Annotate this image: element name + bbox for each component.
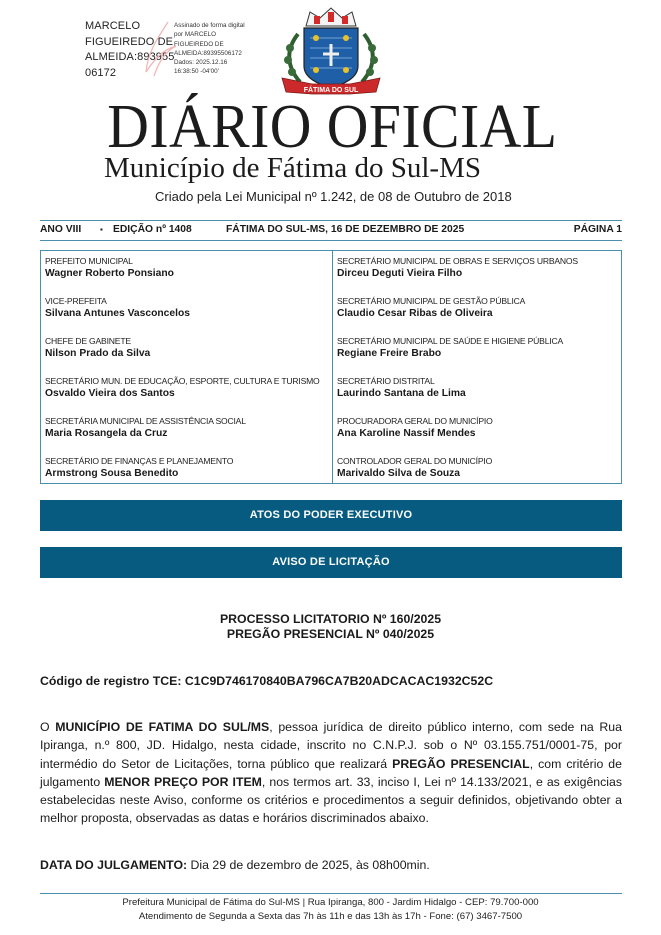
signature-name-line: FIGUEIREDO DE (85, 35, 174, 48)
official-role: SECRETÁRIO MUNICIPAL DE OBRAS E SERVIÇOS URBANOS (337, 256, 578, 266)
signature-meta-line: 16:38:50 -04'00' (174, 68, 219, 76)
official-entry (337, 376, 622, 400)
official-role: SECRETÁRIO DE FINANÇAS E PLANEJAMENTO (45, 456, 234, 466)
official-entry (45, 256, 330, 280)
section-header-notice: AVISO DE LICITAÇÃO (40, 547, 622, 578)
official-role: SECRETÁRIO MUN. DE EDUCAÇÃO, ESPORTE, CULTURA E TURISMO (45, 376, 320, 386)
signature-name-line: ALMEIDA:893955 (85, 51, 175, 63)
text-run: O (40, 720, 56, 734)
edition-year: ANO VIII (40, 224, 82, 235)
newspaper-title: DIÁRIO OFICIAL (107, 93, 558, 161)
signature-meta-line: Dados: 2025.12.16 (174, 59, 228, 67)
municipality-subtitle: Município de Fátima do Sul-MS (104, 152, 481, 184)
official-role: SECRETÁRIA MUNICIPAL DE ASSISTÊNCIA SOCIAL (45, 416, 246, 426)
signature-meta-line: FIGUEIREDO DE (174, 40, 224, 48)
official-role: PREFEITO MUNICIPAL (45, 256, 133, 266)
creation-law: Criado pela Lei Municipal nº 1.242, de 08 de Outubro de 2018 (155, 189, 512, 204)
official-entry (337, 336, 622, 360)
official-entry (337, 296, 622, 320)
text-run: , pessoa jurídica de direito público interno, com sede na Rua Ipiranga, n.º 800, JD. Hidalgo, nesta cidade, inscrito no C.N.P.J. sob o Nº 03.155.751/0001-75, por intermédio do Setor de Licitações, torna público que realizará (40, 720, 622, 771)
official-name: Dirceu Deguti Vieira Filho (337, 268, 463, 279)
text-run-bold: MENOR PREÇO POR ITEM (104, 774, 262, 789)
footer-hours: Atendimento de Segunda a Sexta das 7h às 11h e das 13h às 17h - Fone: (67) 3467-7500 (138, 911, 523, 922)
official-role: SECRETÁRIO MUNICIPAL DE GESTÃO PÚBLICA (337, 296, 526, 306)
edition-bar (40, 220, 622, 241)
judgment-label: DATA DO JULGAMENTO: (40, 858, 188, 872)
signature-meta-line: ALMEIDA:89395506172 (174, 49, 242, 57)
official-name: Silvana Antunes Vasconcelos (45, 308, 190, 319)
official-name: Maria Rosangela da Cruz (45, 428, 168, 439)
official-name: Regiane Freire Brabo (337, 348, 442, 359)
tce-registration (40, 674, 493, 688)
column-divider (332, 251, 333, 483)
official-role: CONTROLADOR GERAL DO MUNICÍPIO (337, 456, 493, 466)
signature-meta-line: Assinado de forma digital (174, 22, 245, 29)
notice-paragraph (40, 718, 622, 828)
signature-meta-line: por MARCELO (174, 31, 216, 39)
official-name: Armstrong Sousa Benedito (45, 468, 179, 479)
official-entry (45, 416, 330, 440)
tce-label: Código de registro TCE: (40, 674, 182, 688)
official-entry (45, 296, 330, 320)
official-role: VICE-PREFEITA (45, 296, 107, 306)
edition-number: EDIÇÃO nº 1408 (113, 224, 192, 235)
official-role: SECRETÁRIO DISTRITAL (337, 376, 435, 386)
official-role: SECRETÁRIO MUNICIPAL DE SAÚDE E HIGIENE PÚBLICA (337, 336, 564, 346)
signature-metadata (174, 21, 245, 77)
judgment-date (40, 858, 430, 872)
official-name: Ana Karoline Nassif Mendes (337, 428, 476, 439)
official-entry (337, 456, 622, 480)
official-entry (45, 336, 330, 360)
coat-of-arms-icon (268, 4, 394, 96)
section-header-executive: ATOS DO PODER EXECUTIVO (40, 500, 622, 531)
text-run: , com critério de julgamento (40, 756, 622, 789)
official-role: PROCURADORA GERAL DO MUNICÍPIO (337, 416, 493, 426)
tce-code: C1C9D746170840BA796CA7B20ADCACAC1932C52C (184, 674, 494, 688)
edition-place-date: FÁTIMA DO SUL-MS, 16 DE DEZEMBRO DE 2025 (226, 224, 465, 235)
official-entry (45, 456, 330, 480)
judgment-value: Dia 29 de dezembro de 2025, às 08h00min. (187, 858, 430, 872)
auction-number: PREGÃO PRESENCIAL Nº 040/2025 (226, 627, 435, 641)
text-run: , nos termos art. 33, inciso I, Lei nº 14.133/2021, e as exigências estabelecidas neste Aviso, conforme os critérios e procedimentos a seguir definidos, objetivando obter a melhor proposta, observadas as datas e horários discriminados abaixo. (40, 774, 622, 826)
official-name: Osvaldo Vieira dos Santos (45, 388, 175, 399)
official-entry (337, 256, 622, 280)
process-number: PROCESSO LICITATORIO Nº 160/2025 (219, 612, 442, 626)
page-number: PÁGINA 1 (573, 224, 622, 235)
official-name: Marivaldo Silva de Souza (337, 468, 461, 479)
svg-text:FÁTIMA DO SUL: FÁTIMA DO SUL (303, 87, 359, 94)
footer-divider (40, 893, 622, 894)
officials-box (40, 250, 622, 484)
official-entry (45, 376, 330, 400)
text-run-bold: MUNICÍPIO DE FATIMA DO SUL/MS (55, 720, 270, 734)
text-run-bold: PREGÃO PRESENCIAL (392, 756, 530, 771)
signature-name-line: MARCELO (85, 20, 141, 32)
official-name: Nilson Prado da Silva (45, 348, 151, 359)
official-entry (337, 416, 622, 440)
official-role: CHEFE DE GABINETE (45, 336, 131, 346)
official-name: Claudio Cesar Ribas de Oliveira (337, 308, 493, 319)
signature-name-line: 06172 (85, 66, 117, 79)
footer-address: Prefeitura Municipal de Fátima do Sul-MS | Rua Ipiranga, 800 - Jardim Hidalgo - CEP: 79.700-000 (122, 897, 539, 908)
bullet-icon: ▪ (100, 225, 103, 234)
official-name: Laurindo Santana de Lima (337, 388, 466, 399)
official-name: Wagner Roberto Ponsiano (45, 268, 174, 279)
